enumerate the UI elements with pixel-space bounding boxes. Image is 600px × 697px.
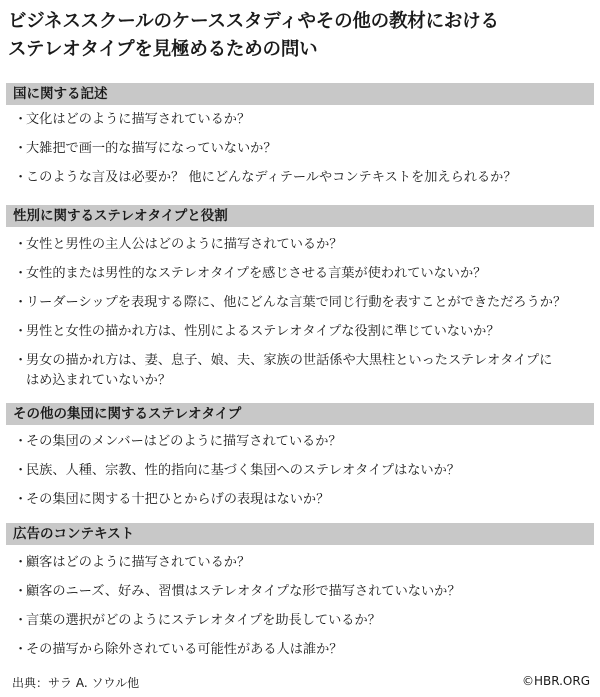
list-item xyxy=(6,110,594,130)
page-title-line-1: ビジネススクールのケーススタディやその他の教材における xyxy=(8,11,499,32)
list-item xyxy=(6,432,594,452)
section-advertising xyxy=(6,523,594,660)
list-item xyxy=(6,322,594,342)
list-item-text: その描写から除外されている可能性がある人は誰か？ xyxy=(26,642,343,657)
list-item-text: その集団に関する十把ひとからげの表現はないか？ xyxy=(26,492,330,507)
bullet: ・ xyxy=(14,237,28,252)
section-country xyxy=(6,83,594,188)
list-item xyxy=(6,640,594,660)
list-item xyxy=(6,461,594,481)
list-item xyxy=(6,490,594,510)
bullet: ・ xyxy=(14,642,28,657)
list-item-text: 文化はどのように描写されているか？ xyxy=(26,112,251,127)
list-item-text: 男性と女性の描かれ方は、性別によるステレオタイプな役割に準じていないか？ xyxy=(26,324,500,339)
list-item-text: リーダーシップを表現する際に、他にどんな言葉で同じ行動を表すことができただろうか？ xyxy=(26,295,567,310)
bullet: ・ xyxy=(14,463,28,478)
list-item-text: 顧客はどのように描写されているか？ xyxy=(26,555,251,570)
source-credit: 出典：サラ A. ソウル他 xyxy=(12,676,140,690)
list-item xyxy=(6,139,594,159)
page-title-line-2: ステレオタイプを見極めるための問い xyxy=(8,39,318,60)
section-header: 広告のコンテキスト xyxy=(6,523,594,545)
list-item-text: 言葉の選択がどのようにステレオタイプを助長しているか？ xyxy=(26,613,381,628)
list-item xyxy=(6,611,594,631)
bullet: ・ xyxy=(14,295,28,310)
section-header: 性別に関するステレオタイプと役割 xyxy=(6,205,594,227)
bullet: ・ xyxy=(14,141,28,156)
section-other-groups xyxy=(6,403,594,510)
list-item-text: 男女の描かれ方は、妻、息子、娘、夫、家族の世話係や大黒柱といったステレオタイプに xyxy=(26,353,553,368)
section-header: その他の集団に関するステレオタイプ xyxy=(6,403,594,425)
bullet: ・ xyxy=(14,584,28,599)
bullet: ・ xyxy=(14,434,28,449)
bullet: ・ xyxy=(14,353,28,368)
list-item-text: 顧客のニーズ、好み、習慣はステレオタイプな形で描写されていないか？ xyxy=(26,584,461,599)
list-item xyxy=(6,168,594,188)
list-item xyxy=(6,582,594,602)
list-item xyxy=(6,553,594,573)
list-item-text: 大雑把で画一的な描写になっていないか？ xyxy=(26,141,277,156)
list-item-text-continued: はめ込まれていないか？ xyxy=(26,373,172,388)
bullet: ・ xyxy=(14,112,28,127)
list-item-text: 民族、人種、宗教、性的指向に基づく集団へのステレオタイプはないか？ xyxy=(26,463,460,478)
bullet: ・ xyxy=(14,555,28,570)
section-header: 国に関する記述 xyxy=(6,83,594,105)
copyright-text: ©HBR.ORG xyxy=(521,674,590,688)
list-item xyxy=(6,351,594,391)
list-item-text: このような言及は必要か？ 他にどんなディテールやコンテキストを加えられるか？ xyxy=(26,170,517,185)
bullet: ・ xyxy=(14,324,28,339)
list-item-text: 女性的または男性的なステレオタイプを感じさせる言葉が使われていないか？ xyxy=(26,266,487,281)
list-item xyxy=(6,293,594,313)
bullet: ・ xyxy=(14,170,28,185)
list-item xyxy=(6,264,594,284)
list-item-text: 女性と男性の主人公はどのように描写されているか？ xyxy=(26,237,343,252)
page-title xyxy=(8,8,592,64)
list-item xyxy=(6,235,594,255)
list-item-text: その集団のメンバーはどのように描写されているか？ xyxy=(26,434,342,449)
bullet: ・ xyxy=(14,613,28,628)
bullet: ・ xyxy=(14,266,28,281)
section-gender xyxy=(6,205,594,391)
bullet: ・ xyxy=(14,492,28,507)
